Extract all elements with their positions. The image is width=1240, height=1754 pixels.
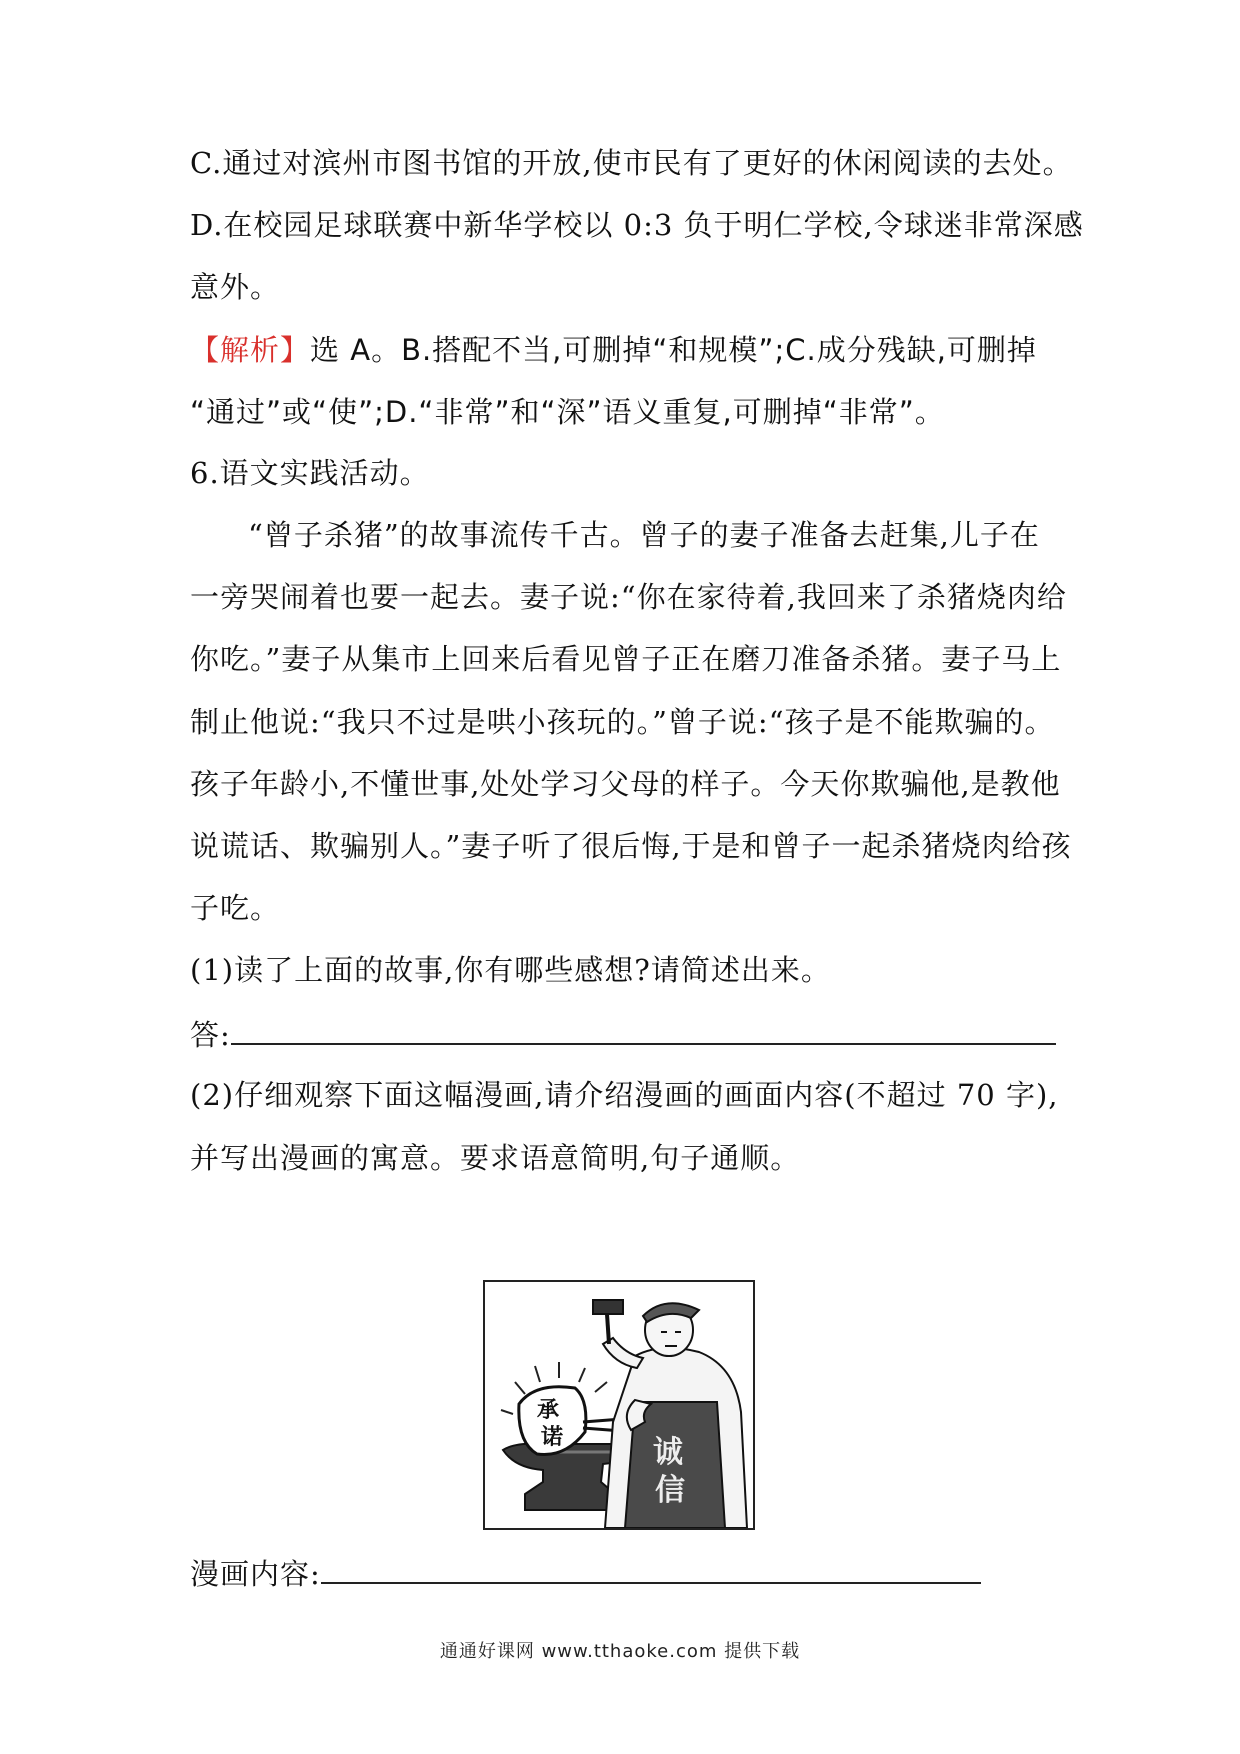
comic-content-blank[interactable] — [321, 1552, 981, 1584]
comic-illustration — [483, 1280, 755, 1530]
story-line3: 你吃。”妻子从集市上回来后看见曾子正在磨刀准备杀猪。妻子马上 — [190, 642, 1062, 676]
hammer-head — [593, 1300, 623, 1314]
comic-content-line — [190, 1552, 1070, 1594]
analysis-line2: “通过”或“使”;D.“非常”和“深”语义重复,可删掉“非常”。 — [190, 395, 945, 429]
comic-content-label: 漫画内容: — [190, 1557, 321, 1591]
story-line7: 子吃。 — [190, 891, 281, 925]
option-d-line1: D.在校园足球联赛中新华学校以 0:3 负于明仁学校,令球迷非常深感 — [190, 208, 1084, 242]
answer-line — [190, 1013, 1070, 1055]
answer-label: 答: — [190, 1018, 231, 1052]
subquestion-2-line1: (2)仔细观察下面这幅漫画,请介绍漫画的画面内容(不超过 70 字), — [190, 1078, 1059, 1112]
hammer-handle — [607, 1314, 609, 1344]
analysis-line1 — [190, 330, 1070, 370]
page-footer: 通通好课网 www.tthaoke.com 提供下载 — [439, 1641, 801, 1662]
analysis-tag: 【解析】 — [190, 333, 311, 367]
story-line6: 说谎话、欺骗别人。”妻子听了很后悔,于是和曾子一起杀猪烧肉给孩 — [190, 829, 1072, 863]
story-line4: 制止他说:“我只不过是哄小孩玩的。”曾子说:“孩子是不能欺骗的。 — [190, 705, 1055, 739]
answer-blank[interactable] — [231, 1013, 1056, 1045]
option-c: C.通过对滨州市图书馆的开放,使市民有了更好的休闲阅读的去处。 — [190, 146, 1073, 180]
analysis-text1: 选 A。B.搭配不当,可删掉“和规模”;C.成分残缺,可删掉 — [310, 333, 1037, 367]
question-6-title: 6.语文实践活动。 — [190, 456, 430, 490]
option-d-line2: 意外。 — [190, 270, 281, 304]
integrity-char-2: 信 — [655, 1473, 685, 1508]
promise-char-2: 诺 — [541, 1425, 564, 1450]
comic-drawing — [485, 1282, 753, 1528]
story-line5: 孩子年龄小,不懂世事,处处学习父母的样子。今天你欺骗他,是教他 — [190, 767, 1061, 801]
story-line1: “曾子杀猪”的故事流传千古。曾子的妻子准备去赶集,儿子在 — [248, 518, 1040, 552]
subquestion-1: (1)读了上面的故事,你有哪些感想?请简述出来。 — [190, 953, 831, 987]
subquestion-2-line2: 并写出漫画的寓意。要求语意简明,句子通顺。 — [190, 1141, 801, 1175]
promise-char-1: 承 — [537, 1398, 560, 1423]
story-line2: 一旁哭闹着也要一起去。妻子说:“你在家待着,我回来了杀猪烧肉给 — [190, 580, 1067, 614]
integrity-char-1: 诚 — [653, 1435, 683, 1470]
